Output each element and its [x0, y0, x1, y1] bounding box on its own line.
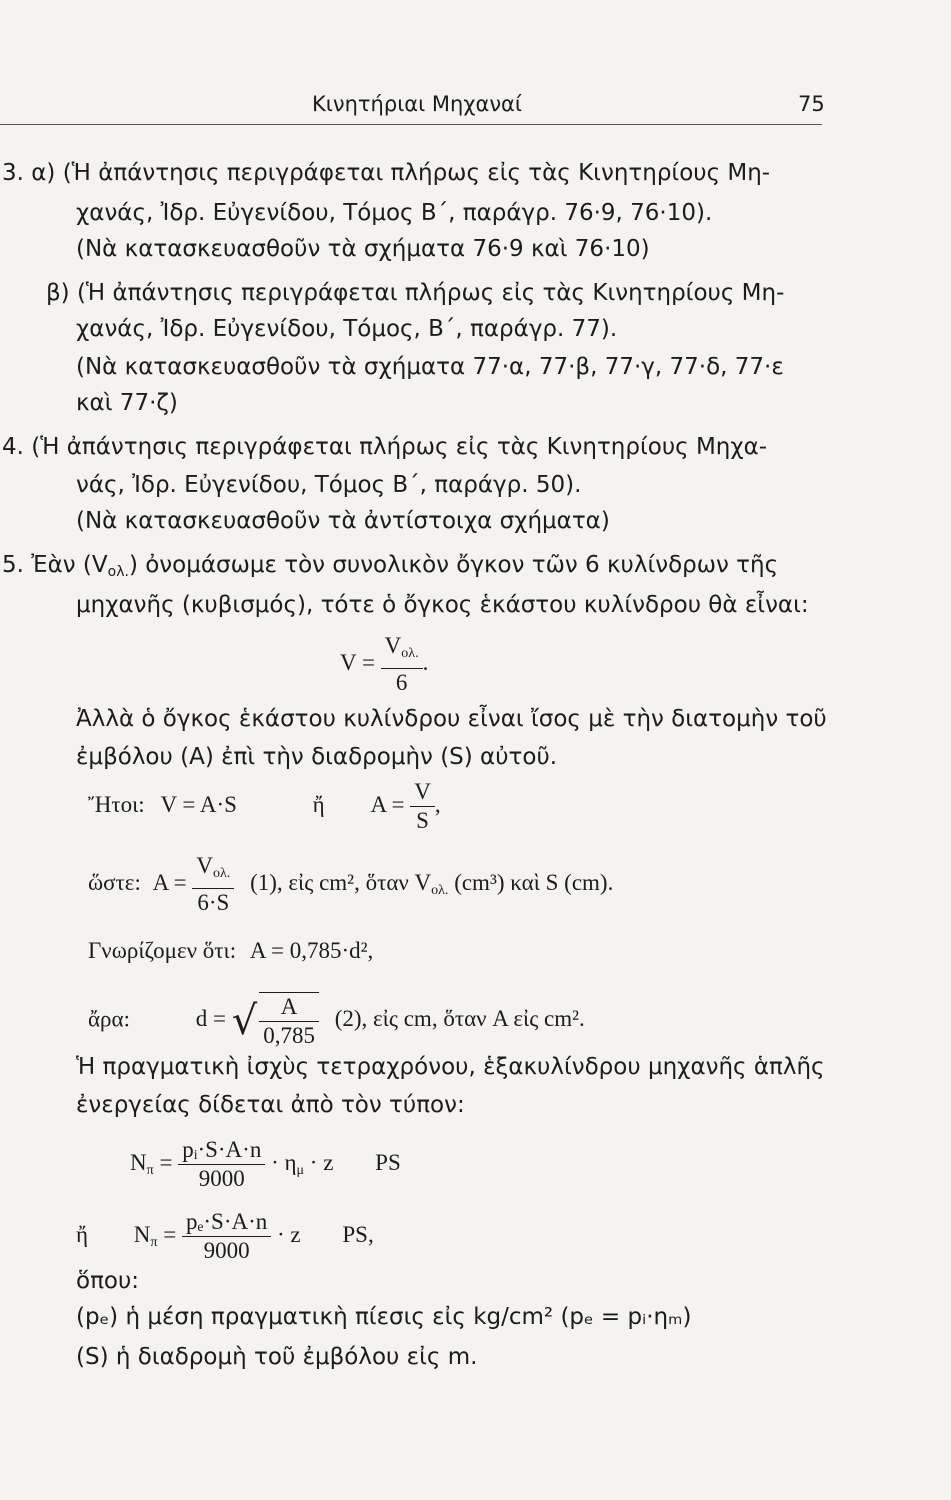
text-line: ἐμβόλου (Α) ἐπὶ τὴν διαδρομὴν (S) αὐτοῦ. [76, 744, 558, 770]
line-part: 5. Ἐὰν (V [2, 552, 108, 578]
equation-label: ὥστε: [88, 869, 141, 895]
text-line: 3. α) (Ἡ ἀπάντησις περιγράφεται πλήρως εἰς τὰς Κινητηρίους Μη- [2, 160, 771, 186]
equation-part: A = [152, 869, 187, 895]
equation-a-s [88, 778, 441, 835]
denominator: 6 [395, 670, 408, 695]
unit: PS [375, 1149, 401, 1175]
equation-part: V = A·S [160, 791, 237, 817]
equation-label: ἤ [76, 1221, 89, 1247]
punct: . [422, 649, 429, 675]
equation-label: Γνωρίζομεν ὅτι: [88, 938, 237, 963]
equation-part: (cm³) καὶ S (cm). [454, 869, 614, 895]
text-line: 4. (Ἡ ἀπάντησις περιγράφεται πλήρως εἰς τὰς Κινητηρίους Μηχα- [2, 434, 768, 460]
fraction [381, 632, 423, 697]
page-number: 75 [798, 92, 825, 116]
numerator [381, 632, 423, 669]
punct: , [434, 791, 441, 817]
equation-part: (1), εἰς cm², ὅταν V [250, 869, 432, 895]
text-line: νάς, Ἰδρ. Εὐγενίδου, Τόμος Β΄, παράγρ. 50). [76, 472, 582, 498]
text-line: χανάς, Ἰδρ. Εὐγενίδου, Τόμος Β΄, παράγρ. 76·9, 76·10). [76, 200, 713, 226]
subscript: μ [296, 1162, 305, 1178]
equation-part: · η [271, 1149, 297, 1175]
equation-part: · z [309, 1149, 334, 1175]
fraction [178, 1136, 265, 1193]
denominator: 9000 [203, 1238, 250, 1263]
numerator: pₑ·S·A·n [182, 1208, 271, 1237]
equation-label: Ἤτοι: [88, 791, 145, 817]
fraction [410, 778, 435, 835]
equation-part: A = 0,785·d², [249, 938, 374, 963]
equation-v [340, 632, 428, 697]
numerator: V [410, 778, 435, 807]
subscript: ολ. [401, 646, 419, 661]
text-line: (Νὰ κατασκευασθοῦν τὰ σχήματα 76·9 καὶ 76·10) [76, 236, 650, 262]
symbol: N [133, 1221, 151, 1247]
header-rule [0, 124, 822, 125]
symbol: N [130, 1149, 147, 1175]
text-line: (Νὰ κατασκευασθοῦν τὰ σχήματα 77·α, 77·β, 77·γ, 77·δ, 77·ε [76, 354, 784, 380]
numerator: A [259, 993, 319, 1022]
text-line: ὅπου: [76, 1268, 140, 1294]
subscript: ολ. [213, 866, 231, 881]
radical-sign: √ [231, 998, 258, 1044]
symbol: V [196, 853, 214, 878]
running-header [0, 92, 951, 126]
equation-part: d = [195, 1006, 226, 1032]
equation-2 [88, 992, 585, 1050]
text-line: (pₑ) ἡ μέση πραγματικὴ πίεσις εἰς kg/cm² (pₑ = pᵢ·ηₘ) [76, 1304, 692, 1330]
unit: PS, [342, 1221, 374, 1247]
fraction [192, 852, 234, 917]
fraction [259, 993, 319, 1050]
text-line: β) (Ἡ ἀπάντησις περιγράφεται πλήρως εἰς τὰς Κινητηρίους Μη- [46, 280, 785, 306]
radicand [259, 992, 319, 1050]
denominator: 6·S [197, 890, 230, 915]
denominator: 9000 [198, 1166, 245, 1191]
equation-part: (2), εἰς cm, ὅταν A εἰς cm². [334, 1006, 585, 1032]
equation-power-2 [76, 1208, 374, 1265]
text-line: χανάς, Ἰδρ. Εὐγενίδου, Τόμος, Β΄, παράγρ. 77). [76, 316, 618, 342]
equation-part: ἤ [312, 791, 325, 817]
symbol: V [384, 633, 402, 658]
subscript: π [146, 1162, 154, 1178]
text-line: καὶ 77·ζ) [76, 390, 178, 416]
text-line: Ἀλλὰ ὁ ὄγκος ἑκάστου κυλίνδρου εἶναι ἴσος μὲ τὴν διατομὴν τοῦ [76, 706, 827, 732]
subscript: π [150, 1234, 158, 1250]
text-line: Ἡ πραγματικὴ ἰσχὺς τετραχρόνου, ἑξακυλίνδρου μηχανῆς ἁπλῆς [76, 1054, 825, 1080]
numerator: pᵢ·S·A·n [178, 1136, 265, 1165]
denominator: 0,785 [263, 1023, 315, 1048]
subscript: ολ. [431, 882, 449, 898]
equation-label: ἄρα: [88, 1006, 130, 1032]
equation-power-1 [130, 1136, 401, 1193]
denominator: S [416, 808, 429, 833]
line-part: ) ὀνομάσωμε τὸν συνολικὸν ὄγκον τῶν 6 κυλίνδρων τῆς [128, 552, 779, 578]
subscript: ολ. [107, 564, 129, 580]
chapter-title: Κινητήριαι Μηχαναί [312, 92, 523, 116]
equation-1 [88, 852, 613, 917]
text-line: ἐνεργείας δίδεται ἀπὸ τὸν τύπον: [76, 1092, 465, 1118]
equation-part: · z [277, 1221, 301, 1247]
fraction [182, 1208, 271, 1265]
text-line: μηχανῆς (κυβισμός), τότε ὁ ὄγκος ἑκάστου κυλίνδρου θὰ εἶναι: [76, 592, 809, 618]
text-line: (S) ἡ διαδρομὴ τοῦ ἐμβόλου εἰς m. [76, 1344, 478, 1370]
equation-part: A = [370, 791, 405, 817]
text-line [2, 550, 778, 587]
equation-lhs: V = [340, 649, 375, 675]
equals: = [163, 1221, 177, 1247]
numerator [192, 852, 234, 889]
equals: = [159, 1149, 173, 1175]
equation-area [88, 936, 373, 966]
text-line: (Νὰ κατασκευασθοῦν τὰ ἀντίστοιχα σχήματα) [76, 508, 610, 534]
